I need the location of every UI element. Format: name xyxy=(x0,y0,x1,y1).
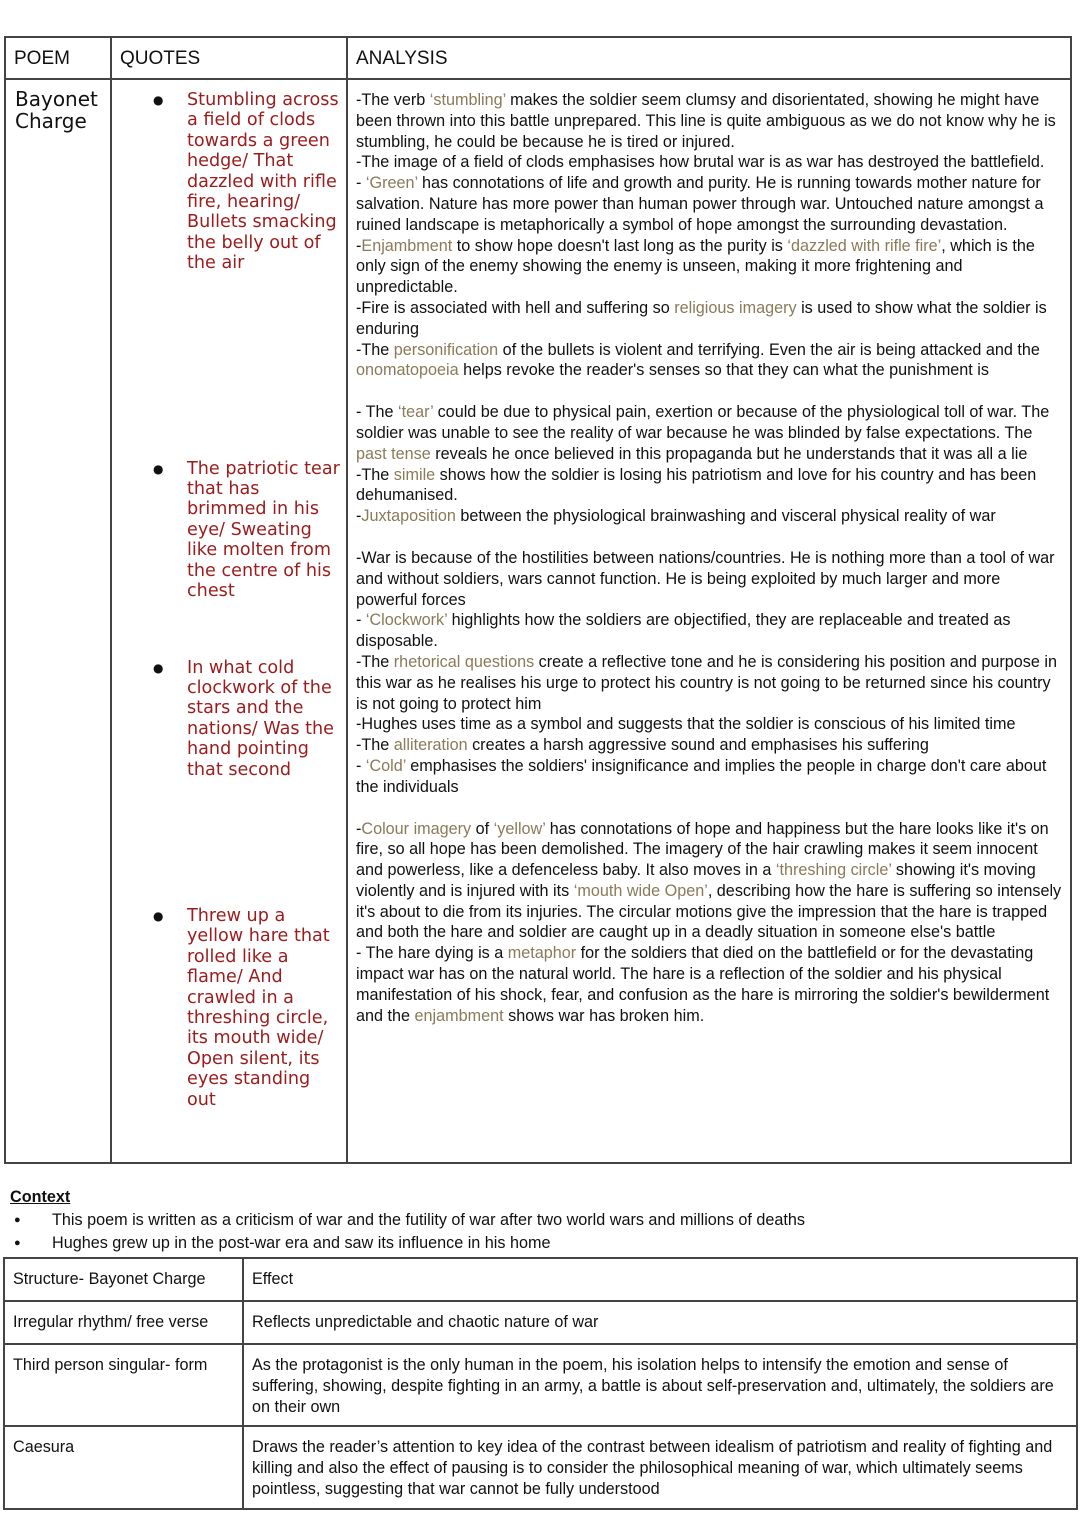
analysis-text: is used to show what the soldier is enduring xyxy=(356,298,1047,338)
analysis-text: - xyxy=(356,611,366,630)
analysis-text: has connotations of hope and happiness but the hare looks like it's on fire, so all hope has been demolished. The imagery of the hair crawling makes it seem innocent and powerless, like a defenceless baby. It also moves in a xyxy=(356,819,1049,880)
analysis-text: has connotations of life and growth and purity. He is running towards mother nature for salvation. Nature has more power than human power through war. Untouched nature amongst a ruined landscape is metaphorically a symbol of hope amongst the surrounding devastation. xyxy=(356,174,1044,234)
analysis-text: - The xyxy=(356,403,398,422)
analysis-text: -The xyxy=(356,736,394,755)
analysis-2 xyxy=(348,402,1070,527)
analysis-text: - xyxy=(356,236,362,255)
highlighted-term: Colour imagery xyxy=(361,819,472,838)
analysis-text: -The xyxy=(356,340,394,359)
analysis-table xyxy=(4,36,1072,1164)
header-analysis: ANALYSIS xyxy=(347,37,1071,79)
structure-table xyxy=(3,1257,1078,1510)
analysis-text: - xyxy=(356,819,362,838)
highlighted-term: personification xyxy=(393,340,499,359)
quote-2: ● The patriotic tear that has brimmed in his eye/ Sweating like molten from the centre of his chest xyxy=(112,459,346,602)
highlighted-term: alliteration xyxy=(393,736,468,755)
highlighted-term: ‘mouth wide Open’ xyxy=(573,881,708,900)
analysis-text: reveals he once believed in this propaganda but he understands that it was all a lie xyxy=(430,444,1028,463)
poem-title: Bayonet Charge xyxy=(5,79,111,1163)
quotes-column xyxy=(111,79,347,1163)
analysis-table-body xyxy=(5,79,1071,1163)
analysis-text: -Hughes uses time as a symbol and suggests that the soldier is conscious of his limited time xyxy=(356,715,1016,734)
structure-row xyxy=(4,1344,1077,1426)
highlighted-term: ‘Cold’ xyxy=(365,756,406,775)
highlighted-term: Juxtaposition xyxy=(361,507,456,526)
analysis-text: , which is the only sign of the enemy showing the enemy is unseen, making it more frightening and unpredictable. xyxy=(356,236,1035,297)
context-item: ● This poem is written as a criticism of war and the futility of war after two world wars and millions of deaths xyxy=(10,1209,805,1232)
highlighted-term: past tense xyxy=(356,444,431,463)
quote-4: ● Threw up a yellow hare that rolled like a flame/ And crawled in a threshing circle, its mouth wide/ Open silent, its eyes standing out xyxy=(112,906,346,1162)
highlighted-term: onomatopoeia xyxy=(356,361,459,380)
highlighted-term: rhetorical questions xyxy=(393,652,535,671)
context-list xyxy=(10,1209,805,1255)
analysis-text: highlights how the soldiers are objectified, they are replaceable and treated as disposable. xyxy=(356,611,1011,651)
analysis-text: showing it's moving violently and is injured with its xyxy=(356,861,1036,900)
highlighted-term: Enjambment xyxy=(361,236,453,255)
structure-header xyxy=(4,1258,1077,1301)
analysis-text: creates a harsh aggressive sound and emphasises his suffering xyxy=(467,736,929,755)
analysis-4 xyxy=(348,819,1070,1035)
analysis-text: -The xyxy=(356,652,394,671)
analysis-text: -Fire is associated with hell and suffering so xyxy=(356,298,675,317)
analysis-1 xyxy=(348,90,1070,381)
analysis-text: -The image of a field of clods emphasises how brutal war is as war has destroyed the battlefield. xyxy=(356,153,1045,172)
structure-feature: Irregular rhythm/ free verse xyxy=(4,1301,243,1344)
analysis-text: - xyxy=(356,507,362,526)
structure-effect: Reflects unpredictable and chaotic nature of war xyxy=(243,1301,1077,1344)
analysis-text: makes the soldier seem clumsy and disorientated, showing he might have been thrown into this battle unprepared. This line is quite ambiguous as we do not know why he is stumbling, he could be because he is tired or injured. xyxy=(356,91,1056,151)
highlighted-term: enjambment xyxy=(414,1006,504,1025)
structure-row xyxy=(4,1301,1077,1344)
structure-header-effect: Effect xyxy=(243,1258,1077,1301)
highlighted-term: ‘tear’ xyxy=(398,403,434,422)
analysis-3 xyxy=(348,548,1070,798)
highlighted-term: simile xyxy=(393,465,436,484)
analysis-text: shows war has broken him. xyxy=(503,1006,705,1025)
analysis-text: - xyxy=(356,174,366,193)
highlighted-term: religious imagery xyxy=(674,298,797,317)
structure-header-feature: Structure- Bayonet Charge xyxy=(4,1258,243,1301)
highlighted-term: ‘threshing circle’ xyxy=(775,861,892,880)
analysis-text: create a reflective tone and he is considering his position and purpose in this war as he realises his urge to protect his country is not going to be returned since his country is not going to protect him xyxy=(356,652,1057,713)
structure-effect: Draws the reader’s attention to key idea of the contrast between idealism of patriotism and reality of fighting and killing and also the effect of pausing is to consider the philosophical meaning of war, which ultimately seems pointless, suggesting that war cannot be fully understood xyxy=(243,1426,1077,1508)
context-heading: Context xyxy=(10,1188,71,1206)
highlighted-term: ‘dazzled with rifle fire’ xyxy=(787,236,942,255)
analysis-text: for the soldiers that died on the battlefield or for the devastating impact war has on the natural world. The hare is a reflection of the soldier and his physical manifestation of his shock, fear, and confusion as the hare is mirroring the soldier's bewilderment and the xyxy=(356,944,1050,1025)
highlighted-term: ‘yellow’ xyxy=(493,819,546,838)
analysis-text: -War is because of the hostilities between nations/countries. He is nothing more than a tool of war and without soldiers, wars cannot function. He is being exploited by much larger and more powerful forces xyxy=(356,548,1055,609)
analysis-column xyxy=(347,79,1071,1163)
context-section xyxy=(10,1186,805,1255)
analysis-text: -The xyxy=(356,465,394,484)
analysis-text: helps revoke the reader's senses so that they can what the punishment is xyxy=(458,361,989,380)
analysis-text: , describing how the hare is suffering so intensely it's about to die from its injuries. The circular motions give the impression that the hare is trapped and both the hare and soldier are caught up in a deadly situation in someone else's battle xyxy=(356,881,1062,942)
quote-3: ● In what cold clockwork of the stars and the nations/ Was the hand pointing that second xyxy=(112,658,346,780)
analysis-text: - The hare dying is a xyxy=(356,944,508,963)
analysis-text: - xyxy=(356,756,366,775)
context-item: ● Hughes grew up in the post-war era and saw its influence in his home xyxy=(10,1232,805,1255)
structure-feature: Caesura xyxy=(4,1426,243,1508)
analysis-table-header xyxy=(5,37,1071,79)
analysis-text: could be due to physical pain, exertion or because of the physiological toll of war. The soldier was unable to see the reality of war because he was blinded by false expectations. The xyxy=(356,403,1050,442)
highlighted-term: ‘Clockwork’ xyxy=(365,611,448,630)
analysis-text: between the physiological brainwashing and visceral physical reality of war xyxy=(455,507,996,526)
structure-feature: Third person singular- form xyxy=(4,1344,243,1426)
analysis-text: of the bullets is violent and terrifying. Even the air is being attacked and the xyxy=(498,340,1040,359)
analysis-text: -The verb xyxy=(356,91,430,109)
structure-row xyxy=(4,1426,1077,1508)
analysis-text: of xyxy=(471,819,494,838)
highlighted-term: metaphor xyxy=(507,944,577,963)
highlighted-term: ‘Green’ xyxy=(365,174,418,193)
analysis-text: shows how the soldier is losing his patriotism and love for his country and has been dehumanised. xyxy=(356,465,1037,505)
structure-effect: As the protagonist is the only human in the poem, his isolation helps to intensify the emotion and sense of suffering, showing, despite fighting in an army, a battle is about self-preservation and, ultimately, the soldiers are on their own xyxy=(243,1344,1077,1426)
quote-1: ● Stumbling across a field of clods towards a green hedge/ That dazzled with rifle fire, hearing/ Bullets smacking the belly out of the air xyxy=(112,90,346,274)
header-quotes: QUOTES xyxy=(111,37,347,79)
analysis-text: to show hope doesn't last long as the purity is xyxy=(452,236,788,255)
analysis-text: emphasises the soldiers' insignificance and implies the people in charge don't care about the individuals xyxy=(356,756,1047,796)
header-poem: POEM xyxy=(5,37,111,79)
highlighted-term: ‘stumbling’ xyxy=(429,91,506,109)
